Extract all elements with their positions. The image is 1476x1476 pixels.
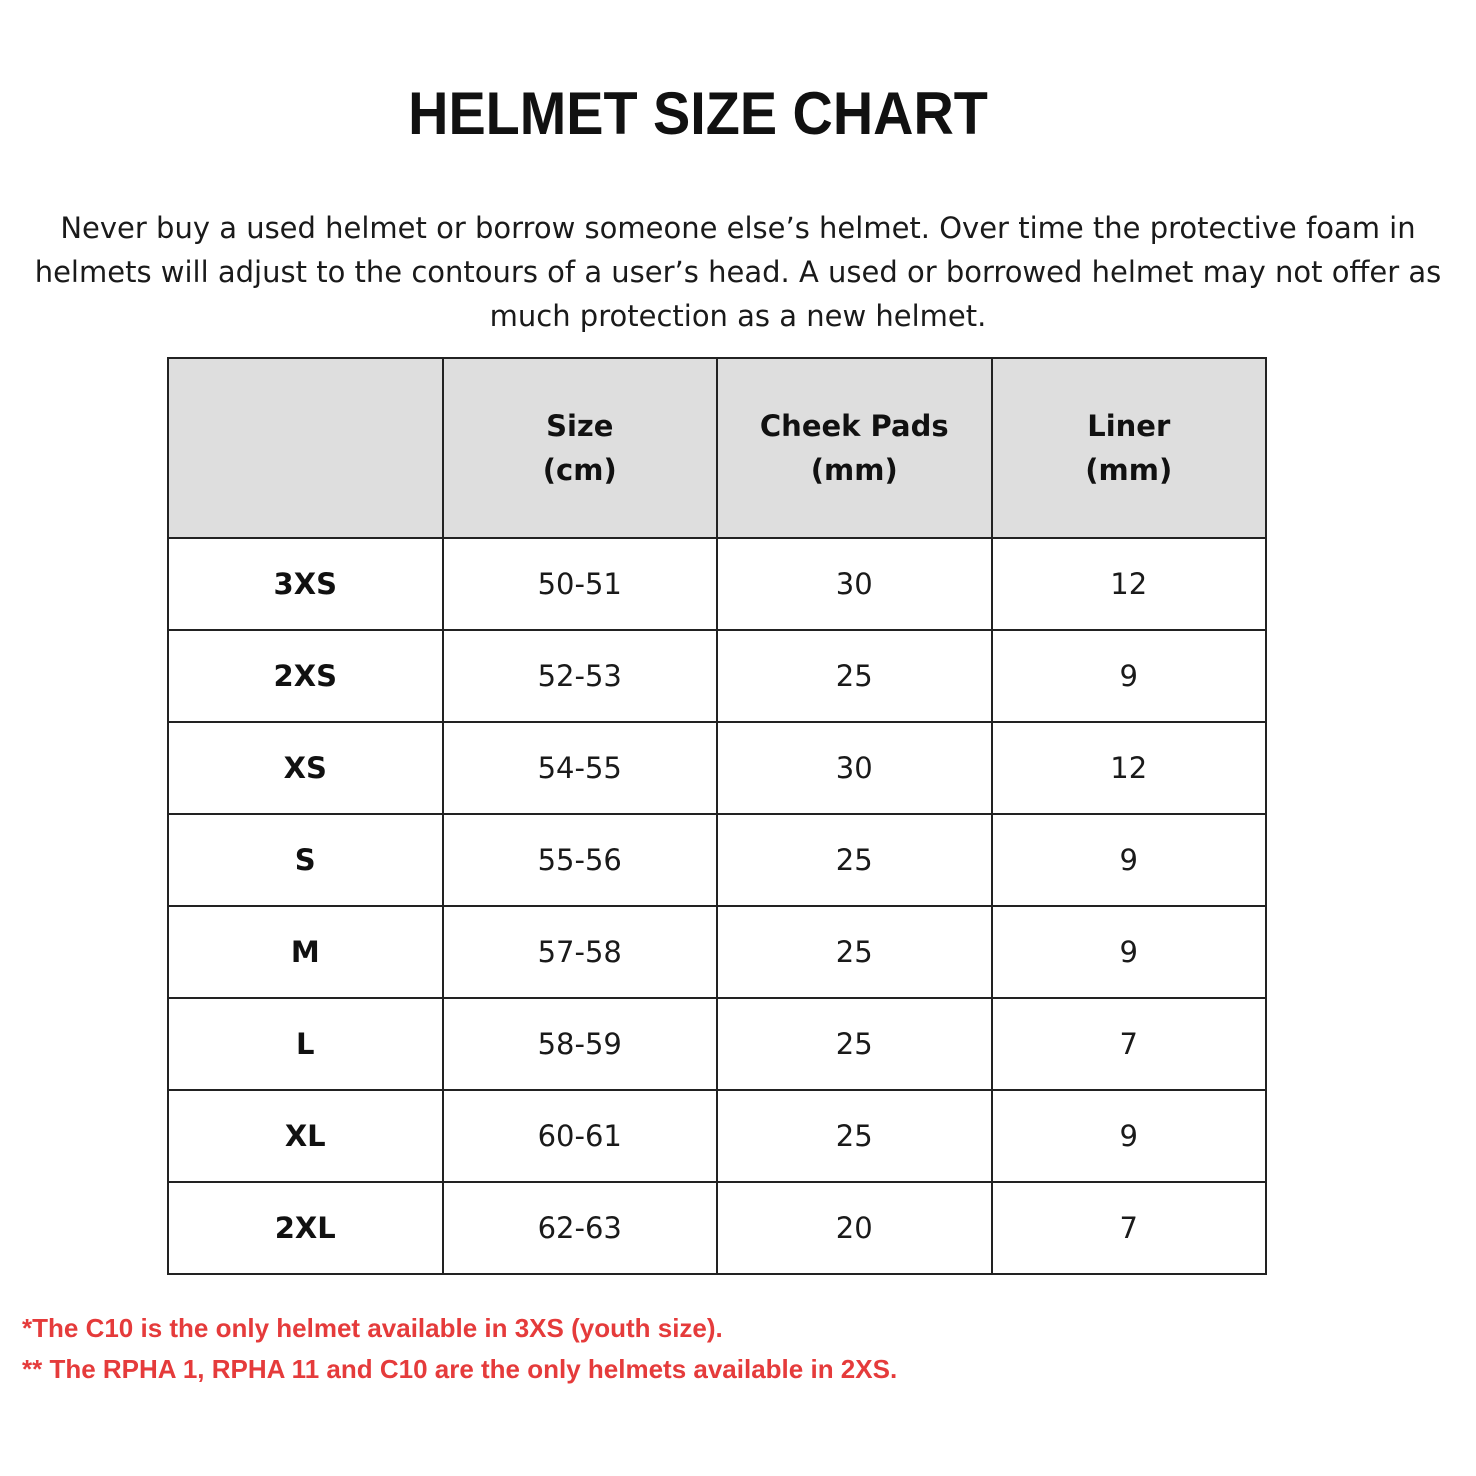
size-table bbox=[167, 357, 1267, 1275]
size-cm-cell: 55-56 bbox=[443, 814, 718, 906]
liner-cell: 9 bbox=[992, 814, 1267, 906]
size-label-cell: S bbox=[168, 814, 443, 906]
size-cm-cell: 54-55 bbox=[443, 722, 718, 814]
size-cm-cell: 52-53 bbox=[443, 630, 718, 722]
table-row bbox=[168, 906, 1266, 998]
footnotes bbox=[22, 1308, 897, 1390]
table-header-row bbox=[168, 358, 1266, 538]
cheek-pads-cell: 25 bbox=[717, 814, 992, 906]
liner-cell: 9 bbox=[992, 630, 1267, 722]
header-line: Size bbox=[546, 409, 614, 443]
page-title: HELMET SIZE CHART bbox=[408, 80, 988, 147]
size-label-cell: 3XS bbox=[168, 538, 443, 630]
liner-cell: 9 bbox=[992, 906, 1267, 998]
size-label-cell: XL bbox=[168, 1090, 443, 1182]
cheek-pads-cell: 20 bbox=[717, 1182, 992, 1274]
size-cm-cell: 60-61 bbox=[443, 1090, 718, 1182]
table-row bbox=[168, 538, 1266, 630]
intro-paragraph bbox=[0, 206, 1476, 338]
cheek-pads-cell: 25 bbox=[717, 630, 992, 722]
liner-cell: 9 bbox=[992, 1090, 1267, 1182]
header-line: (cm) bbox=[542, 453, 617, 487]
liner-cell: 12 bbox=[992, 722, 1267, 814]
size-cm-cell: 57-58 bbox=[443, 906, 718, 998]
intro-line: much protection as a new helmet. bbox=[489, 299, 987, 333]
table-row bbox=[168, 1090, 1266, 1182]
header-cell-empty bbox=[168, 358, 443, 538]
table-row bbox=[168, 998, 1266, 1090]
table-row bbox=[168, 630, 1266, 722]
header-cell-size bbox=[443, 358, 718, 538]
size-label-cell: 2XL bbox=[168, 1182, 443, 1274]
size-cm-cell: 62-63 bbox=[443, 1182, 718, 1274]
header-line: (mm) bbox=[1085, 453, 1173, 487]
header-line: Liner bbox=[1087, 409, 1171, 443]
cheek-pads-cell: 25 bbox=[717, 1090, 992, 1182]
liner-cell: 7 bbox=[992, 998, 1267, 1090]
intro-line: Never buy a used helmet or borrow someone else’s helmet. Over time the protective foam in bbox=[60, 211, 1416, 245]
header-cell-liner bbox=[992, 358, 1267, 538]
footnote-2xs-availability: ** The RPHA 1, RPHA 11 and C10 are the only helmets available in 2XS. bbox=[22, 1354, 898, 1384]
liner-cell: 7 bbox=[992, 1182, 1267, 1274]
cheek-pads-cell: 25 bbox=[717, 906, 992, 998]
size-label-cell: 2XS bbox=[168, 630, 443, 722]
cheek-pads-cell: 30 bbox=[717, 538, 992, 630]
liner-cell: 12 bbox=[992, 538, 1267, 630]
table-row bbox=[168, 1182, 1266, 1274]
cheek-pads-cell: 25 bbox=[717, 998, 992, 1090]
size-label-cell: M bbox=[168, 906, 443, 998]
header-cell-cheek-pads bbox=[717, 358, 992, 538]
intro-line: helmets will adjust to the contours of a user’s head. A used or borrowed helmet may not offer as bbox=[34, 255, 1442, 289]
size-label-cell: L bbox=[168, 998, 443, 1090]
table-row bbox=[168, 814, 1266, 906]
header-line: (mm) bbox=[810, 453, 898, 487]
size-label-cell: XS bbox=[168, 722, 443, 814]
header-line: Cheek Pads bbox=[759, 409, 949, 443]
size-cm-cell: 50-51 bbox=[443, 538, 718, 630]
table-row bbox=[168, 722, 1266, 814]
cheek-pads-cell: 30 bbox=[717, 722, 992, 814]
footnote-youth-size: *The C10 is the only helmet available in 3XS (youth size). bbox=[22, 1313, 723, 1343]
size-cm-cell: 58-59 bbox=[443, 998, 718, 1090]
